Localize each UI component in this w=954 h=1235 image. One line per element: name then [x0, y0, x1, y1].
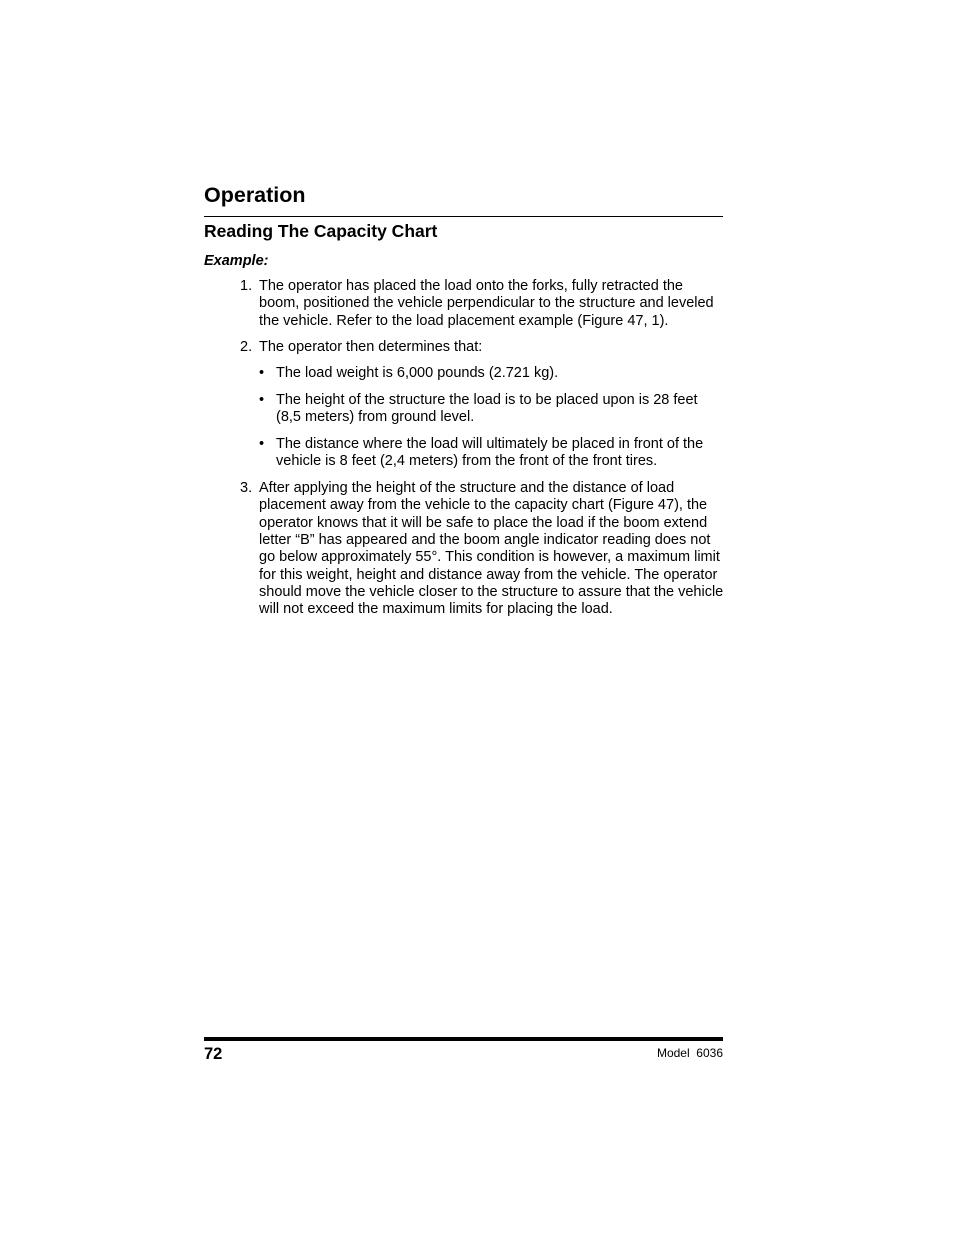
- step-item: [240, 339, 724, 471]
- model-label: Model 6036: [656, 1046, 723, 1060]
- bullet-glyph: •: [259, 391, 265, 408]
- bullet-glyph: •: [259, 365, 265, 382]
- step-item: [240, 278, 724, 330]
- step-text: After applying the height of the structure and the distance of load placement away from the vehicle to the capacity chart (Figure 47), the operator knows that it will be safe to place the load if the boom extend letter “B” has appeared and the boom angle indicator reading does not go below approximately 55°. This condition is however, a maximum limit for this weight, height and distance away from the vehicle. The operator should move the vehicle closer to the structure to assure that the vehicle will not exceed the maximum limits for placing the load.: [259, 480, 724, 618]
- section-divider: [204, 216, 723, 217]
- bullet-item: [259, 392, 724, 427]
- steps-list: [240, 278, 724, 628]
- bullet-text: The distance where the load will ultimately be placed in front of the vehicle is 8 feet (2,4 meters) from the front of the front tires.: [276, 436, 704, 470]
- footer-divider: [204, 1037, 723, 1041]
- bullet-item: [259, 365, 724, 382]
- bullet-glyph: •: [259, 436, 265, 453]
- step-text: The operator then determines that:: [259, 338, 483, 355]
- step-text: The operator has placed the load onto the forks, fully retracted the boom, positioned the vehicle perpendicular to the structure and leveled the vehicle. Refer to the load placement example (Figure 47, 1).: [259, 278, 714, 329]
- bullet-text: The height of the structure the load is to be placed upon is 28 feet (8,5 meters) from ground level.: [276, 391, 698, 426]
- step-number: 1.: [240, 278, 253, 294]
- bullet-list: [259, 365, 724, 470]
- subsection-title: Reading The Capacity Chart: [204, 221, 438, 241]
- step-item: [240, 480, 724, 618]
- step-number: 2.: [240, 338, 253, 355]
- example-label: Example:: [204, 253, 269, 269]
- bullet-item: [259, 436, 724, 471]
- manual-page: [204, 0, 723, 1235]
- section-title: Operation: [204, 183, 306, 207]
- page-number: 72: [204, 1045, 223, 1063]
- step-number: 3.: [240, 480, 253, 497]
- bullet-text: The load weight is 6,000 pounds (2.721 kg).: [276, 365, 559, 382]
